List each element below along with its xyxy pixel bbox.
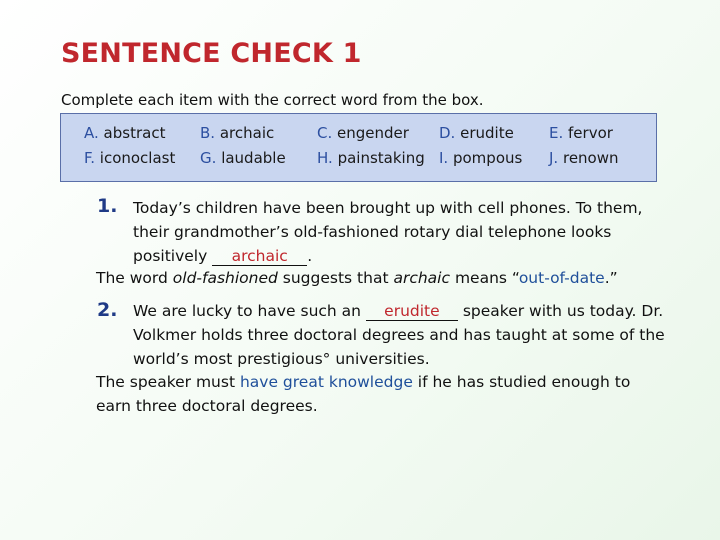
word-option-a: A. abstract	[84, 124, 166, 142]
word-option-e: E. fervor	[549, 124, 613, 142]
word-option-j: J. renown	[549, 149, 619, 167]
item-1-line: Today’s children have been brought up with cell phones. To them,	[133, 199, 643, 217]
item-1-line: their grandmother’s old-fashioned rotary dial telephone looks	[133, 223, 612, 241]
item-2-line: We are lucky to have such an erudite speaker with us today. Dr.	[133, 302, 664, 320]
item-2-line: world’s most prestigious° universities.	[133, 350, 430, 368]
instructions: Complete each item with the correct word from the box.	[61, 91, 484, 109]
word-box	[60, 113, 657, 182]
page-title: SENTENCE CHECK 1	[61, 38, 362, 69]
answer-blank: erudite	[366, 302, 458, 321]
item-2-line: Volkmer holds three doctoral degrees and has taught at some of the	[133, 326, 665, 344]
word-option-c: C. engender	[317, 124, 409, 142]
word-option-i: I. pompous	[439, 149, 523, 167]
item-1-text	[133, 196, 693, 268]
word-option-b: B. archaic	[200, 124, 275, 142]
item-number: 2.	[97, 299, 118, 321]
answer-blank: archaic	[212, 247, 307, 266]
word-option-d: D. erudite	[439, 124, 514, 142]
word-option-h: H. painstaking	[317, 149, 425, 167]
item-number: 1.	[97, 195, 118, 217]
word-option-g: G. laudable	[200, 149, 286, 167]
item-2-text	[133, 299, 693, 371]
item-1-line: positively archaic .	[133, 247, 313, 265]
item-1-explanation: The word old-fashioned suggests that archaic means “out-of-date.”	[96, 269, 618, 287]
word-option-f: F. iconoclast	[84, 149, 176, 167]
item-2-explanation: The speaker must have great knowledge if he has studied enough to earn three doctoral degrees.	[96, 373, 631, 415]
